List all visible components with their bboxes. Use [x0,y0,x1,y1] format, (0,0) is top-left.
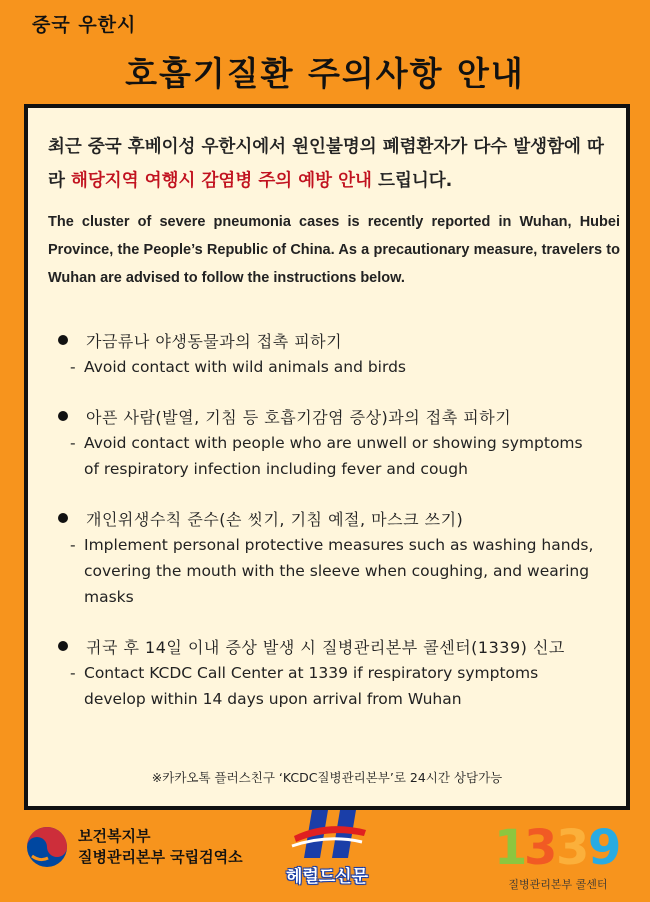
list-item [50,504,620,610]
bullet-dot-icon [58,411,68,421]
digit-1: 1 [494,820,528,872]
location-label: 중국 우한시 [32,14,137,36]
digit-3b: 3 [556,820,590,872]
callcenter-label: 질병관리본부 콜센터 [508,878,608,891]
item-dash: - [70,434,76,452]
digit-9: 9 [588,820,622,872]
taegeuk-emblem-icon [26,826,68,868]
item-korean: 아픈 사람(발열, 기침 등 호흡기감염 증상)과의 접촉 피하기 [86,407,512,427]
bullet-dot-icon [58,335,68,345]
item-english: Contact KCDC Call Center at 1339 if respiratory symptoms develop within 14 days upon arrival from Wuhan [84,664,539,708]
item-dash: - [70,358,76,376]
instruction-list [50,326,620,734]
org-kcdc: 질병관리본부 국립검역소 [78,848,243,866]
list-item [50,632,620,712]
item-korean: 귀국 후 14일 이내 증상 발생 시 질병관리본부 콜센터(1339) 신고 [86,637,565,657]
callcenter-1339-logo [488,816,628,872]
item-english: Avoid contact with people who are unwell or showing symptoms of respiratory infection including fever and cough [84,434,583,478]
intro-korean-ending: 드립니다. [371,171,453,191]
notice-card [24,104,630,810]
mohw-logo [26,826,243,868]
intro-korean-text: 최근 중국 후베이성 우한시에서 원인불명의 폐렴환자가 다수 발생함에 따라 [48,137,604,191]
item-english: Avoid contact with wild animals and birds [84,358,407,376]
bullet-dot-icon [58,513,68,523]
intro-korean-highlight: 해당지역 여행시 감염병 주의 예방 안내 [71,171,372,191]
list-item [50,402,620,482]
item-english: Implement personal protective measures such as washing hands, covering the mouth with the sleeve when coughing, and wearing masks [84,536,594,606]
org-ministry: 보건복지부 [78,827,151,845]
item-dash: - [70,536,76,554]
list-item [50,326,620,380]
intro-english: The cluster of severe pneumonia cases is recently reported in Wuhan, Hubei Province, the People’s Republic of China. As a precautionary measure, travelers to Wuhan are advised to follow the instructions below. [48,214,620,286]
kakao-footnote: ※카카오톡 플러스친구 ‘KCDC질병관리본부’로 24시간 상담가능 [151,770,503,785]
bullet-dot-icon [58,641,68,651]
newspaper-name: 헤럴드신문 [285,867,369,887]
intro-korean [48,130,618,198]
item-korean: 개인위생수칙 준수(손 씻기, 기침 예절, 마스크 쓰기) [86,509,464,529]
item-dash: - [70,664,76,682]
item-korean: 가금류나 야생동물과의 접촉 피하기 [86,331,343,351]
digit-3a: 3 [524,820,558,872]
page-title: 호흡기질환 주의사항 안내 [125,54,525,93]
